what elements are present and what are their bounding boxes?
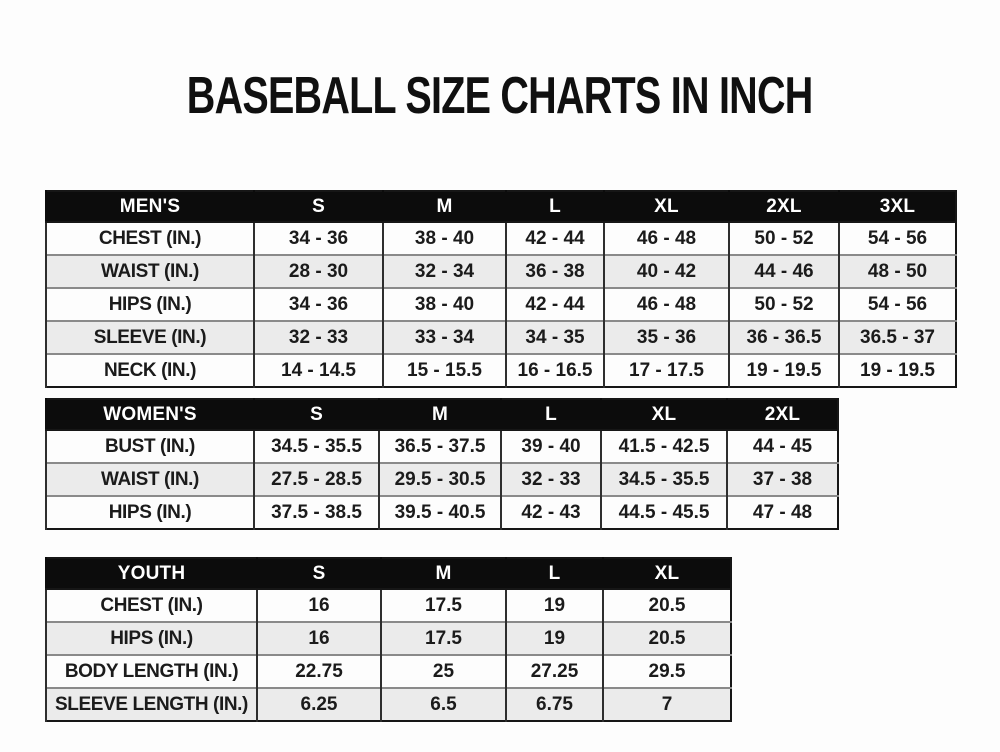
size-header-cell: XL (601, 399, 727, 430)
page-title: BASEBALL SIZE CHARTS IN INCH (187, 67, 813, 125)
table-row (46, 655, 731, 688)
measurement-cell: 27.5 - 28.5 (254, 463, 379, 496)
measurement-cell: 36.5 - 37.5 (379, 430, 501, 463)
measurement-cell: 54 - 56 (839, 288, 956, 321)
measurement-cell: 28 - 30 (254, 255, 383, 288)
youth-size-table (45, 557, 732, 722)
group-header-cell: MEN'S (46, 191, 254, 222)
measurement-cell: 48 - 50 (839, 255, 956, 288)
row-label-cell: BODY LENGTH (IN.) (46, 655, 257, 688)
table-row (46, 288, 956, 321)
measurement-cell: 16 (257, 622, 381, 655)
size-header-cell: S (257, 558, 381, 589)
measurement-cell: 19 - 19.5 (729, 354, 839, 387)
measurement-cell: 44 - 45 (727, 430, 838, 463)
row-label-cell: SLEEVE LENGTH (IN.) (46, 688, 257, 721)
womens-size-table-section (45, 398, 837, 530)
measurement-cell: 42 - 43 (501, 496, 601, 529)
measurement-cell: 14 - 14.5 (254, 354, 383, 387)
measurement-cell: 19 (506, 622, 603, 655)
measurement-cell: 6.5 (381, 688, 506, 721)
measurement-cell: 37.5 - 38.5 (254, 496, 379, 529)
size-header-cell: M (379, 399, 501, 430)
womens-size-table (45, 398, 839, 530)
page-title-wrap (0, 66, 1000, 126)
measurement-cell: 16 - 16.5 (506, 354, 604, 387)
measurement-cell: 29.5 (603, 655, 731, 688)
row-label-cell: WAIST (IN.) (46, 255, 254, 288)
table-row (46, 463, 838, 496)
header-row (46, 399, 838, 430)
measurement-cell: 32 - 34 (383, 255, 506, 288)
size-header-cell: 3XL (839, 191, 956, 222)
measurement-cell: 7 (603, 688, 731, 721)
row-label-cell: SLEEVE (IN.) (46, 321, 254, 354)
row-label-cell: HIPS (IN.) (46, 622, 257, 655)
row-label-cell: WAIST (IN.) (46, 463, 254, 496)
measurement-cell: 54 - 56 (839, 222, 956, 255)
measurement-cell: 40 - 42 (604, 255, 729, 288)
measurement-cell: 32 - 33 (254, 321, 383, 354)
size-header-cell: XL (603, 558, 731, 589)
mens-size-table-section (45, 190, 955, 388)
measurement-cell: 6.75 (506, 688, 603, 721)
measurement-cell: 25 (381, 655, 506, 688)
size-header-cell: S (254, 191, 383, 222)
group-header-cell: WOMEN'S (46, 399, 254, 430)
size-header-cell: XL (604, 191, 729, 222)
measurement-cell: 46 - 48 (604, 288, 729, 321)
measurement-cell: 42 - 44 (506, 288, 604, 321)
measurement-cell: 50 - 52 (729, 288, 839, 321)
header-row (46, 191, 956, 222)
table-row (46, 688, 731, 721)
measurement-cell: 46 - 48 (604, 222, 729, 255)
measurement-cell: 17.5 (381, 622, 506, 655)
measurement-cell: 6.25 (257, 688, 381, 721)
table-row (46, 622, 731, 655)
table-row (46, 496, 838, 529)
measurement-cell: 50 - 52 (729, 222, 839, 255)
measurement-cell: 37 - 38 (727, 463, 838, 496)
size-header-cell: 2XL (729, 191, 839, 222)
mens-size-table (45, 190, 957, 388)
size-header-cell: 2XL (727, 399, 838, 430)
measurement-cell: 34 - 35 (506, 321, 604, 354)
size-header-cell: M (383, 191, 506, 222)
row-label-cell: HIPS (IN.) (46, 496, 254, 529)
measurement-cell: 27.25 (506, 655, 603, 688)
measurement-cell: 39.5 - 40.5 (379, 496, 501, 529)
row-label-cell: CHEST (IN.) (46, 222, 254, 255)
row-label-cell: CHEST (IN.) (46, 589, 257, 622)
measurement-cell: 44.5 - 45.5 (601, 496, 727, 529)
measurement-cell: 36.5 - 37 (839, 321, 956, 354)
measurement-cell: 20.5 (603, 622, 731, 655)
measurement-cell: 47 - 48 (727, 496, 838, 529)
measurement-cell: 36 - 38 (506, 255, 604, 288)
measurement-cell: 34 - 36 (254, 288, 383, 321)
measurement-cell: 44 - 46 (729, 255, 839, 288)
group-header-cell: YOUTH (46, 558, 257, 589)
measurement-cell: 38 - 40 (383, 222, 506, 255)
measurement-cell: 32 - 33 (501, 463, 601, 496)
measurement-cell: 34.5 - 35.5 (254, 430, 379, 463)
table-row (46, 354, 956, 387)
measurement-cell: 41.5 - 42.5 (601, 430, 727, 463)
measurement-cell: 42 - 44 (506, 222, 604, 255)
measurement-cell: 35 - 36 (604, 321, 729, 354)
measurement-cell: 36 - 36.5 (729, 321, 839, 354)
row-label-cell: NECK (IN.) (46, 354, 254, 387)
measurement-cell: 39 - 40 (501, 430, 601, 463)
table-row (46, 255, 956, 288)
measurement-cell: 34.5 - 35.5 (601, 463, 727, 496)
measurement-cell: 20.5 (603, 589, 731, 622)
measurement-cell: 34 - 36 (254, 222, 383, 255)
table-row (46, 321, 956, 354)
table-row (46, 589, 731, 622)
row-label-cell: HIPS (IN.) (46, 288, 254, 321)
size-header-cell: L (506, 558, 603, 589)
youth-size-table-section (45, 557, 730, 722)
measurement-cell: 19 (506, 589, 603, 622)
measurement-cell: 22.75 (257, 655, 381, 688)
table-row (46, 222, 956, 255)
size-header-cell: M (381, 558, 506, 589)
measurement-cell: 29.5 - 30.5 (379, 463, 501, 496)
measurement-cell: 33 - 34 (383, 321, 506, 354)
size-header-cell: L (506, 191, 604, 222)
measurement-cell: 38 - 40 (383, 288, 506, 321)
measurement-cell: 16 (257, 589, 381, 622)
size-header-cell: L (501, 399, 601, 430)
measurement-cell: 15 - 15.5 (383, 354, 506, 387)
measurement-cell: 19 - 19.5 (839, 354, 956, 387)
measurement-cell: 17 - 17.5 (604, 354, 729, 387)
measurement-cell: 17.5 (381, 589, 506, 622)
size-header-cell: S (254, 399, 379, 430)
table-row (46, 430, 838, 463)
header-row (46, 558, 731, 589)
row-label-cell: BUST (IN.) (46, 430, 254, 463)
